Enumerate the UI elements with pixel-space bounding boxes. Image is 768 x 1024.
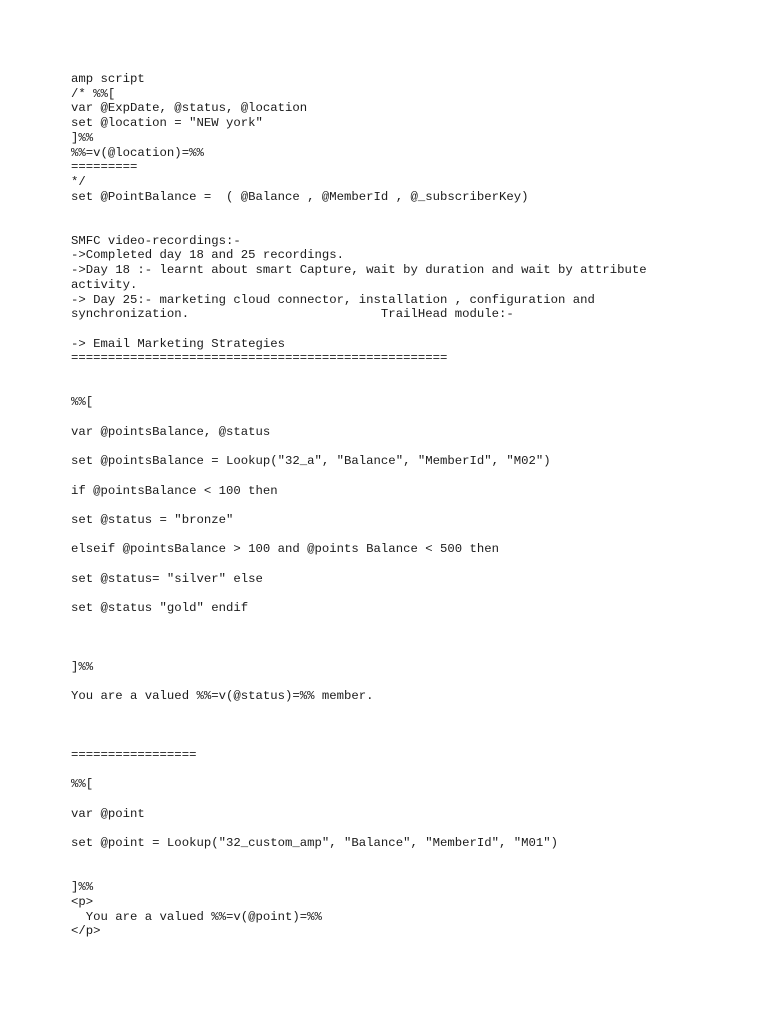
document-line: */: [71, 174, 86, 189]
document-line: [71, 498, 731, 513]
document-line: [71, 528, 731, 543]
document-line: [71, 866, 731, 881]
document-line: -> Day 25:- marketing cloud connector, installation , configuration and: [71, 292, 595, 307]
document-line: [71, 763, 731, 778]
document-line: [71, 792, 731, 807]
document-line: set @PointBalance = ( @Balance , @MemberId , @_subscriberKey): [71, 189, 529, 204]
document-line: ]%%: [71, 130, 94, 145]
document-line: SMFC video-recordings:-: [71, 233, 241, 248]
document-line: [71, 381, 731, 396]
document-line: -> Email Marketing Strategies: [71, 336, 286, 351]
document-line: You are a valued %%=v(@status)=%% member.: [71, 689, 374, 704]
document-line: amp script: [71, 72, 145, 86]
document-line: var @point: [71, 806, 145, 821]
document-line: ]%%: [71, 880, 94, 895]
document-line: set @status "gold" endif: [71, 601, 249, 616]
document-line: [71, 631, 731, 646]
document-line: activity.: [71, 277, 138, 292]
document-line: /* %%[: [71, 86, 116, 101]
document-line: [71, 675, 731, 690]
document-line: [71, 704, 731, 719]
document-line: [71, 439, 731, 454]
document-line: [71, 733, 731, 748]
document-line: ->Completed day 18 and 25 recordings.: [71, 248, 345, 263]
document-line: </p>: [71, 924, 101, 939]
document-line: ]%%: [71, 659, 94, 674]
document-line: set @location = "NEW york": [71, 116, 263, 131]
document-line: [71, 366, 731, 381]
document-line: [71, 557, 731, 572]
document-line: if @pointsBalance < 100 then: [71, 483, 278, 498]
document-line: set @status = "bronze": [71, 512, 234, 527]
document-line: synchronization. TrailHead module:-: [71, 307, 514, 322]
document-line: [71, 616, 731, 631]
document-line: %%[: [71, 395, 94, 410]
document-line: %%=v(@location)=%%: [71, 145, 204, 160]
document-body: [71, 72, 731, 939]
document-line: [71, 469, 731, 484]
document-line: set @pointsBalance = Lookup("32_a", "Balance", "MemberId", "M02"): [71, 454, 551, 469]
document-line: elseif @pointsBalance > 100 and @points Balance < 500 then: [71, 542, 500, 557]
document-line: [71, 719, 731, 734]
document-line: [71, 645, 731, 660]
document-line: [71, 586, 731, 601]
document-line: =================: [71, 748, 197, 763]
document-line: ===================================================: [71, 351, 448, 366]
document-line: [71, 204, 731, 219]
document-line: [71, 822, 731, 837]
document-line: set @point = Lookup("32_custom_amp", "Balance", "MemberId", "M01"): [71, 836, 559, 851]
document-line: ->Day 18 :- learnt about smart Capture, wait by duration and wait by attribute: [71, 263, 647, 278]
document-line: set @status= "silver" else: [71, 571, 263, 586]
document-line: %%[: [71, 777, 94, 792]
document-line: You are a valued %%=v(@point)=%%: [71, 909, 322, 924]
document-line: var @pointsBalance, @status: [71, 424, 271, 439]
document-line: =========: [71, 160, 138, 175]
document-line: <p>: [71, 895, 94, 909]
document-line: [71, 851, 731, 866]
document-line: [71, 219, 731, 234]
document-line: var @ExpDate, @status, @location: [71, 101, 308, 116]
document-line: [71, 410, 731, 425]
document-line: [71, 322, 731, 337]
